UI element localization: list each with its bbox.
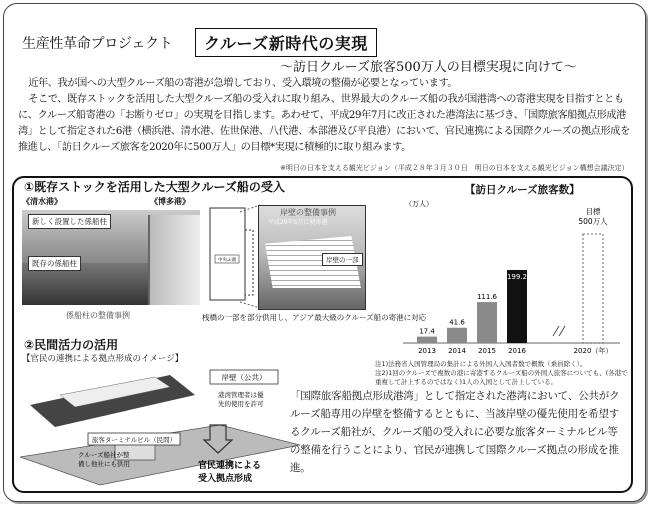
chart-note-1: 注1)法務省入国管理局の集計による外国人入国者数で概数（乗員除く）。 [375, 360, 587, 368]
shimizu-port-label: 《清水港》 [22, 197, 62, 206]
target-label: 目標 [585, 207, 601, 216]
map-label: 中央ふ頭 [218, 258, 236, 263]
target-dashed-box [583, 234, 603, 343]
existing-bollard-tag: 既存の係船柱 [28, 256, 81, 271]
section1-title: ①既存ストックを活用した大型クルーズ船の受入 [24, 180, 285, 194]
bar-value-label: 111.6 [476, 293, 498, 302]
intro-paragraph-1: 近年、我が国への大型クルーズ船の寄港が急増しており、受入環境の整備が必要となっています。 [28, 78, 458, 89]
page-title: クルーズ新時代の実現 [195, 28, 377, 57]
section2-body: 「国際旅客船拠点形成港湾」として指定された港湾において、公共がクルーズ船専用の岸壁を整備するとともに、当該岸壁の優先使用を希望するクルーズ船社が、クルーズ船の受入れに必要な旅客ターミナルビル等の整備を行うことにより、官民が連携して国際クルーズ拠点の形成を推進。 [290, 390, 620, 474]
x-tick-label: 2015 [478, 347, 496, 355]
berth-label: 岸壁（公共） [221, 373, 267, 382]
bar [417, 337, 437, 343]
callout-line-bottom [240, 302, 260, 308]
bar [477, 302, 497, 343]
bollard-caption: 係船柱の整備事例 [66, 311, 130, 320]
target-value: 500万人 [578, 217, 608, 226]
berth-desc-1: 港湾管理者は優 [218, 391, 264, 399]
berth-caption: 桟橋の一部を部分供用し、アジア最大級のクルーズ船の寄港に対応 [202, 313, 427, 322]
section2-subtitle: 【官民の連携による拠点形成のイメージ】 [22, 354, 184, 364]
ship-photo-caption: 岸壁の整備事例 [280, 208, 336, 217]
x-tick-label: 2020（年） [573, 347, 613, 355]
chart-note-2: 注2)1回のクルーズで複数の港に寄港するクルーズ船の外国人旅客についても、(各港で重複して計上するのではなく)1人の入国として計上している。 [375, 369, 628, 386]
x-tick-label: 2016 [508, 347, 526, 355]
y-unit-label: （万人） [405, 200, 433, 208]
result-line-1: 官民連携による [198, 461, 262, 471]
berth-part-tag: 岸壁の一部 [322, 253, 363, 266]
page-subtitle: ～訪日クルーズ旅客500万人の目標実現に向けて～ [280, 60, 577, 75]
vision-footnote: ※明日の日本を支える観光ビジョン（平成２８年３月３０日 明日の日本を支える観光ビジョン構想会議決定） [280, 164, 629, 172]
callout-line-top [240, 205, 260, 212]
intro-text [18, 76, 630, 156]
intro-paragraph-2: そこで、既存ストックを活用した大型クルーズ船の受入れに取り組み、世界最大のクルーズ船の我が国港湾への寄港実現を目指すとともに、クルーズ船寄港の「お断りゼロ」の実現を目指します。あわせて、平成29年7月に改正された港湾法に基づき、「国際旅客船拠点形成港湾」として指定された6港（横浜港、清水港、佐世保港、八代港、本部港及び平良港）において、官民連携による国際クルーズの拠点形成を推進し、「訪日クルーズ旅客を2020年に500万人」の目標*実現に積極的に取り組みます。 [18, 94, 630, 153]
section2-title: ②民間活力の活用 [24, 338, 119, 352]
bar-value-label: 199.2 [506, 272, 528, 281]
bar-value-label: 41.6 [449, 318, 465, 327]
terminal-label: 旅客ターミナルビル（民間） [91, 436, 177, 444]
x-tick-label: 2014 [448, 347, 466, 355]
cruise-passenger-chart [375, 196, 630, 358]
bar-value-label: 17.4 [419, 327, 435, 336]
ship-photo-subcaption: 平成29年5月に初寄港 [268, 219, 328, 226]
result-line-2: 受入拠点形成 [198, 474, 253, 484]
new-bollard-tag: 新しく設置した係船柱 [28, 214, 111, 229]
ship-hull-image [148, 215, 200, 305]
illus-ship-hull [30, 375, 195, 427]
public-private-illustration [20, 365, 300, 490]
berth-desc-2: 先的使用を許可 [218, 400, 264, 408]
terminal-desc-1: クルーズ船社が整 [78, 451, 130, 459]
bar [447, 328, 467, 343]
project-label: 生産性革命プロジェクト [22, 36, 173, 52]
terminal-desc-2: 備し他社にも供用 [78, 460, 130, 468]
chart-title: 【訪日クルーズ旅客数】 [465, 184, 580, 196]
x-tick-label: 2013 [418, 347, 436, 355]
hakata-port-label: 《博多港》 [150, 197, 190, 206]
axis-break-mark [553, 326, 565, 336]
chart-notes [375, 360, 633, 387]
